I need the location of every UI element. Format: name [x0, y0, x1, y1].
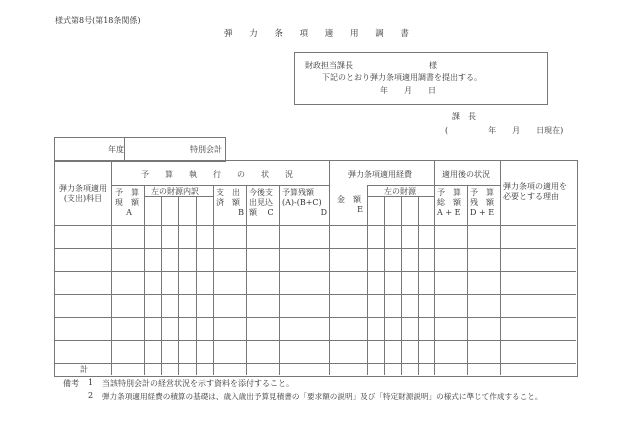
notes-label: 備考 [63, 379, 79, 388]
header-remaining: 予算残額 (A)-(B+C) D [282, 188, 327, 217]
header-amount: 金 額 E [337, 195, 363, 214]
honorific-label: 様 [429, 61, 437, 70]
header-expected: 今後支 出見込 額 C [249, 188, 274, 217]
header-budget-amount: 予 算 現 額 A [115, 188, 139, 217]
note-2-text: 弾力条項適用経費の積算の基礎は、歳入歳出予算見積書の「要求額の説明」及び「特定財源説明」の様式に準じて作成すること。 [102, 392, 543, 401]
header-source-left: 左の財源 [384, 187, 416, 196]
table-row[interactable] [55, 226, 575, 248]
table-row[interactable] [55, 272, 575, 294]
submitter-role: 課 長 [452, 112, 476, 121]
header-total-budget: 予 算 総 額 A + E [437, 188, 461, 217]
total-row-label: 計 [80, 365, 88, 374]
form-label: 様式第8号(第18条関係) [55, 16, 141, 25]
header-budget-execution: 予 算 執 行 の 状 況 [141, 170, 293, 179]
note-2-number: 2 [88, 391, 94, 400]
header-reason: 弾力条項の適用を 必要とする理由 [503, 182, 567, 201]
table-row[interactable] [55, 318, 575, 340]
submission-date: 年 月 日 [380, 86, 436, 95]
header-remaining-budget: 予 算 残 額 D + E [470, 188, 495, 217]
header-after-status: 適用後の状況 [442, 170, 490, 179]
note-1-text: 当該特別会計の経営状況を示す資料を添付すること。 [102, 379, 294, 388]
header-elastic-expense: 弾力条項適用経費 [348, 170, 412, 179]
page-title: 弾 力 条 項 適 用 調 書 [224, 29, 409, 39]
table-row[interactable] [55, 295, 575, 317]
submission-statement: 下記のとおり弾力条項適用調書を提出する。 [322, 73, 482, 82]
special-account-label: 特別会計 [190, 145, 222, 154]
header-spent: 支 出 済 額 B [216, 188, 244, 217]
header-breakdown-left: 左の財源内訳 [151, 187, 199, 196]
table-row[interactable] [55, 341, 575, 363]
table-row[interactable] [55, 249, 575, 271]
as-of-date: ( 年 月 日現在) [445, 126, 564, 135]
recipient-label: 財政担当課長 [305, 61, 353, 70]
year-label: 年度 [108, 145, 124, 154]
header-subject: 弾力条項適用 (支出)科目 [59, 184, 107, 203]
note-1-number: 1 [88, 378, 94, 387]
